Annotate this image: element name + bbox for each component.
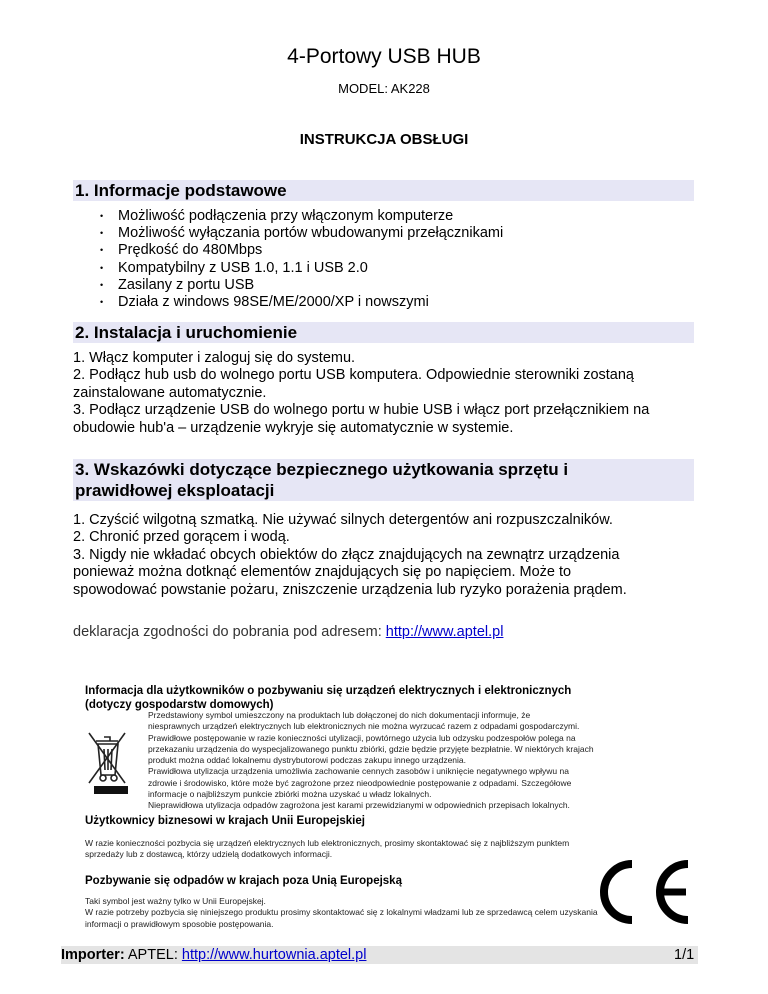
weee-line: zdrowie i środowisko, które może być zagrożone przez nieodpowiednie postępowanie z odpadami. Szczegółowe — [148, 777, 572, 788]
document-title: 4-Portowy USB HUB — [287, 45, 481, 68]
list-item: • Kompatybilny z USB 1.0, 1.1 i USB 2.0 — [100, 260, 503, 277]
list-item: • Możliwość podłączenia przy włączonym komputerze — [100, 208, 503, 225]
page-number: 1/1 — [674, 947, 695, 963]
weee-line: Nieprawidłowa utylizacja odpadów zagrożona jest karami przewidzianymi w odpowiednich przepisach lokalnych. — [148, 800, 570, 811]
weee-title — [85, 684, 571, 712]
list-item: • Zasilany z portu USB — [100, 277, 503, 294]
section-3-heading-line: 3. Wskazówki dotyczące bezpiecznego użytkowania sprzętu i — [75, 460, 569, 479]
paragraph-line: 1. Włącz komputer i zaloguj się do systemu. — [73, 350, 356, 366]
eu-line: sprzedaży lub z dostawcą, którzy udzielą dodatkowych informacji. — [85, 849, 333, 860]
section-3-heading — [73, 459, 694, 501]
declaration-link[interactable]: http://www.aptel.pl — [385, 624, 504, 640]
non-eu-text — [85, 896, 598, 930]
paragraph-line: zainstalowane automatycznie. — [73, 384, 267, 401]
paragraph-line: 2. Podłącz hub usb do wolnego portu USB komputera. Odpowiednie sterowniki zostaną — [73, 367, 634, 384]
eu-business-title: Użytkownicy biznesowi w krajach Unii Europejskiej — [85, 815, 365, 827]
crossed-out-wheelie-bin-icon — [84, 727, 130, 787]
paragraph-line: spowodować powstanie pożaru, zniszczenie urządzenia lub ryzyko porażenia prądem. — [73, 581, 627, 598]
list-item: • Prędkość do 480Mbps — [100, 242, 503, 259]
importer-label: Importer: — [61, 947, 125, 963]
weee-bar-mark — [94, 786, 128, 794]
non-eu-line: informacji o prawidłowym sposobie postępowania. — [85, 918, 274, 929]
importer-name: APTEL: — [127, 947, 178, 963]
importer-link[interactable]: http://www.hurtownia.aptel.pl — [181, 947, 367, 963]
weee-title-line: (dotyczy gospodarstw domowych) — [85, 699, 274, 711]
section-3-heading-line: prawidłowej eksploatacji — [75, 481, 275, 500]
declaration-text: deklaracja zgodności do pobrania pod adresem: — [73, 624, 382, 640]
non-eu-line: W razie potrzeby pozbycia się niniejszego produktu prosimy skontaktować się z lokalnymi władzami lub ze sprzedawcą celem uzyskania — [85, 907, 598, 918]
footer-importer — [61, 946, 366, 964]
weee-line: Przedstawiony symbol umieszczony na produktach lub dołączonej do nich dokumentacji informuje, że — [148, 710, 531, 720]
eu-line: W razie konieczności pozbycia się urządzeń elektrycznych lub elektronicznych, prosimy skontaktować się z najbliższym punktem — [85, 838, 570, 848]
paragraph-line: 3. Nigdy nie wkładać obcych obiektów do złącz znajdujących na zewnątrz urządzenia — [73, 546, 620, 563]
weee-line: przekazaniu urządzenia do wyspecjalizowanego punktu zbiórki, gdzie będzie przyjęte bezpłatnie. W niektórych krajach — [148, 743, 594, 754]
non-eu-line: Taki symbol jest ważny tylko w Unii Europejskej. — [85, 896, 266, 906]
paragraph-line: ponieważ można dotknąć elementów znajdujących się po napięciem. Może to — [73, 564, 572, 581]
declaration-line — [73, 624, 503, 640]
paragraph-line: 2. Chronić przed gorącem i wodą. — [73, 529, 290, 546]
model-number: MODEL: AK228 — [338, 81, 430, 96]
weee-title-line: Informacja dla użytkowników o pozbywaniu się urządzeń elektrycznych i elektronicznych — [85, 685, 572, 697]
eu-business-text — [85, 838, 569, 861]
list-item: • Działa z windows 98SE/ME/2000/XP i nowszymi — [100, 294, 503, 311]
paragraph-line: 1. Czyścić wilgotną szmatką. Nie używać silnych detergentów ani rozpuszczalników. — [73, 512, 613, 528]
features-list — [100, 208, 503, 311]
non-eu-title: Pozbywanie się odpadów w krajach poza Unią Europejską — [85, 875, 402, 887]
list-item: • Możliwość wyłączania portów wbudowanymi przełącznikami — [100, 225, 503, 242]
weee-line: Prawidłowa utylizacja urządzenia umożliwia zachowanie cennych zasobów i uniknięcie negatywnego wpływu na — [148, 766, 569, 777]
weee-line: informacje o najbliższym punkcie zbiórki można uzyskać u władz lokalnych. — [148, 789, 432, 800]
safety-instructions — [73, 512, 698, 599]
weee-description — [148, 710, 594, 812]
weee-line: produkt można oddać lokalnemu dystrybutorowi podczas zakupu innego urządzenia. — [148, 755, 466, 766]
weee-line: Prawidłowe postępowanie w razie konieczności utylizacji, powtórnego użycia lub odzysku podzespołów polega na — [148, 732, 576, 743]
weee-line: niesprawnych urządzeń elektrycznych lub elektronicznych nie można wyrzucać razem z odpadami gospodarczymi. — [148, 721, 580, 732]
instruction-heading: INSTRUKCJA OBSŁUGI — [299, 131, 469, 148]
section-2-heading: 2. Instalacja i uruchomienie — [73, 322, 694, 343]
installation-steps — [73, 350, 698, 437]
paragraph-line: 3. Podłącz urządzenie USB do wolnego portu w hubie USB i włącz port przełącznikiem na — [73, 402, 650, 419]
paragraph-line: obudowie hub'a – urządzenie wykryje się automatycznie w systemie. — [73, 419, 514, 436]
section-1-heading: 1. Informacje podstawowe — [73, 180, 694, 201]
ce-mark-icon — [588, 856, 696, 928]
